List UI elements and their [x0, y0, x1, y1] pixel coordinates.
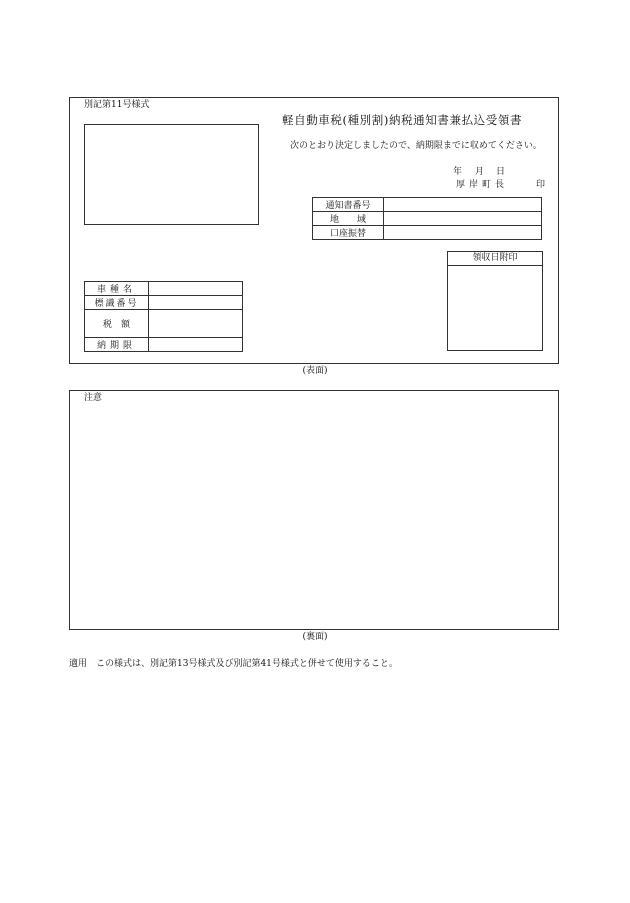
notice-text: 次のとおり決定しましたので、納期限までに収めてください。	[290, 141, 542, 151]
applicability-text: この様式は、別記第13号様式及び別記第41号様式と併せて使用すること。	[96, 659, 398, 669]
vehicle-type-value	[149, 282, 243, 296]
vehicle-info-table	[84, 281, 243, 352]
plate-number-value	[149, 296, 243, 310]
back-side-frame	[69, 390, 559, 630]
notice-number-value	[384, 198, 542, 212]
form-title: 軽自動車税(種別割)納税通知書兼払込受領書	[282, 113, 523, 127]
seal-mark: 印	[536, 180, 546, 190]
address-window	[84, 124, 259, 225]
receipt-stamp-label: 領収日附印	[448, 252, 542, 266]
receipt-stamp-box	[447, 251, 543, 351]
notice-info-table	[312, 197, 542, 240]
table-row	[313, 212, 542, 226]
tax-amount-value	[149, 310, 243, 338]
caution-heading: 注意	[84, 393, 103, 403]
date-day-label: 日	[496, 167, 506, 177]
account-transfer-value	[384, 226, 542, 240]
due-date-value	[149, 338, 243, 352]
back-side-caption: (裏面)	[302, 632, 328, 642]
vehicle-type-label: 車種名	[85, 282, 149, 296]
table-row	[313, 198, 542, 212]
form-number: 別記第11号様式	[84, 100, 150, 110]
tax-amount-label: 税 額	[85, 310, 149, 338]
table-row	[313, 226, 542, 240]
table-row	[85, 282, 243, 296]
table-row	[85, 310, 243, 338]
notice-number-label: 通知書番号	[313, 198, 384, 212]
table-row	[85, 338, 243, 352]
date-year-label: 年	[453, 167, 463, 177]
date-month-label: 月	[475, 167, 485, 177]
account-transfer-label: 口座振替	[313, 226, 384, 240]
issuer-name: 厚岸町長	[456, 180, 509, 190]
applicability-label: 適用	[69, 659, 88, 669]
region-label: 地 域	[313, 212, 384, 226]
due-date-label: 納期限	[85, 338, 149, 352]
region-value	[384, 212, 542, 226]
table-row	[85, 296, 243, 310]
plate-number-label: 標識番号	[85, 296, 149, 310]
front-side-caption: (表面)	[302, 366, 328, 376]
